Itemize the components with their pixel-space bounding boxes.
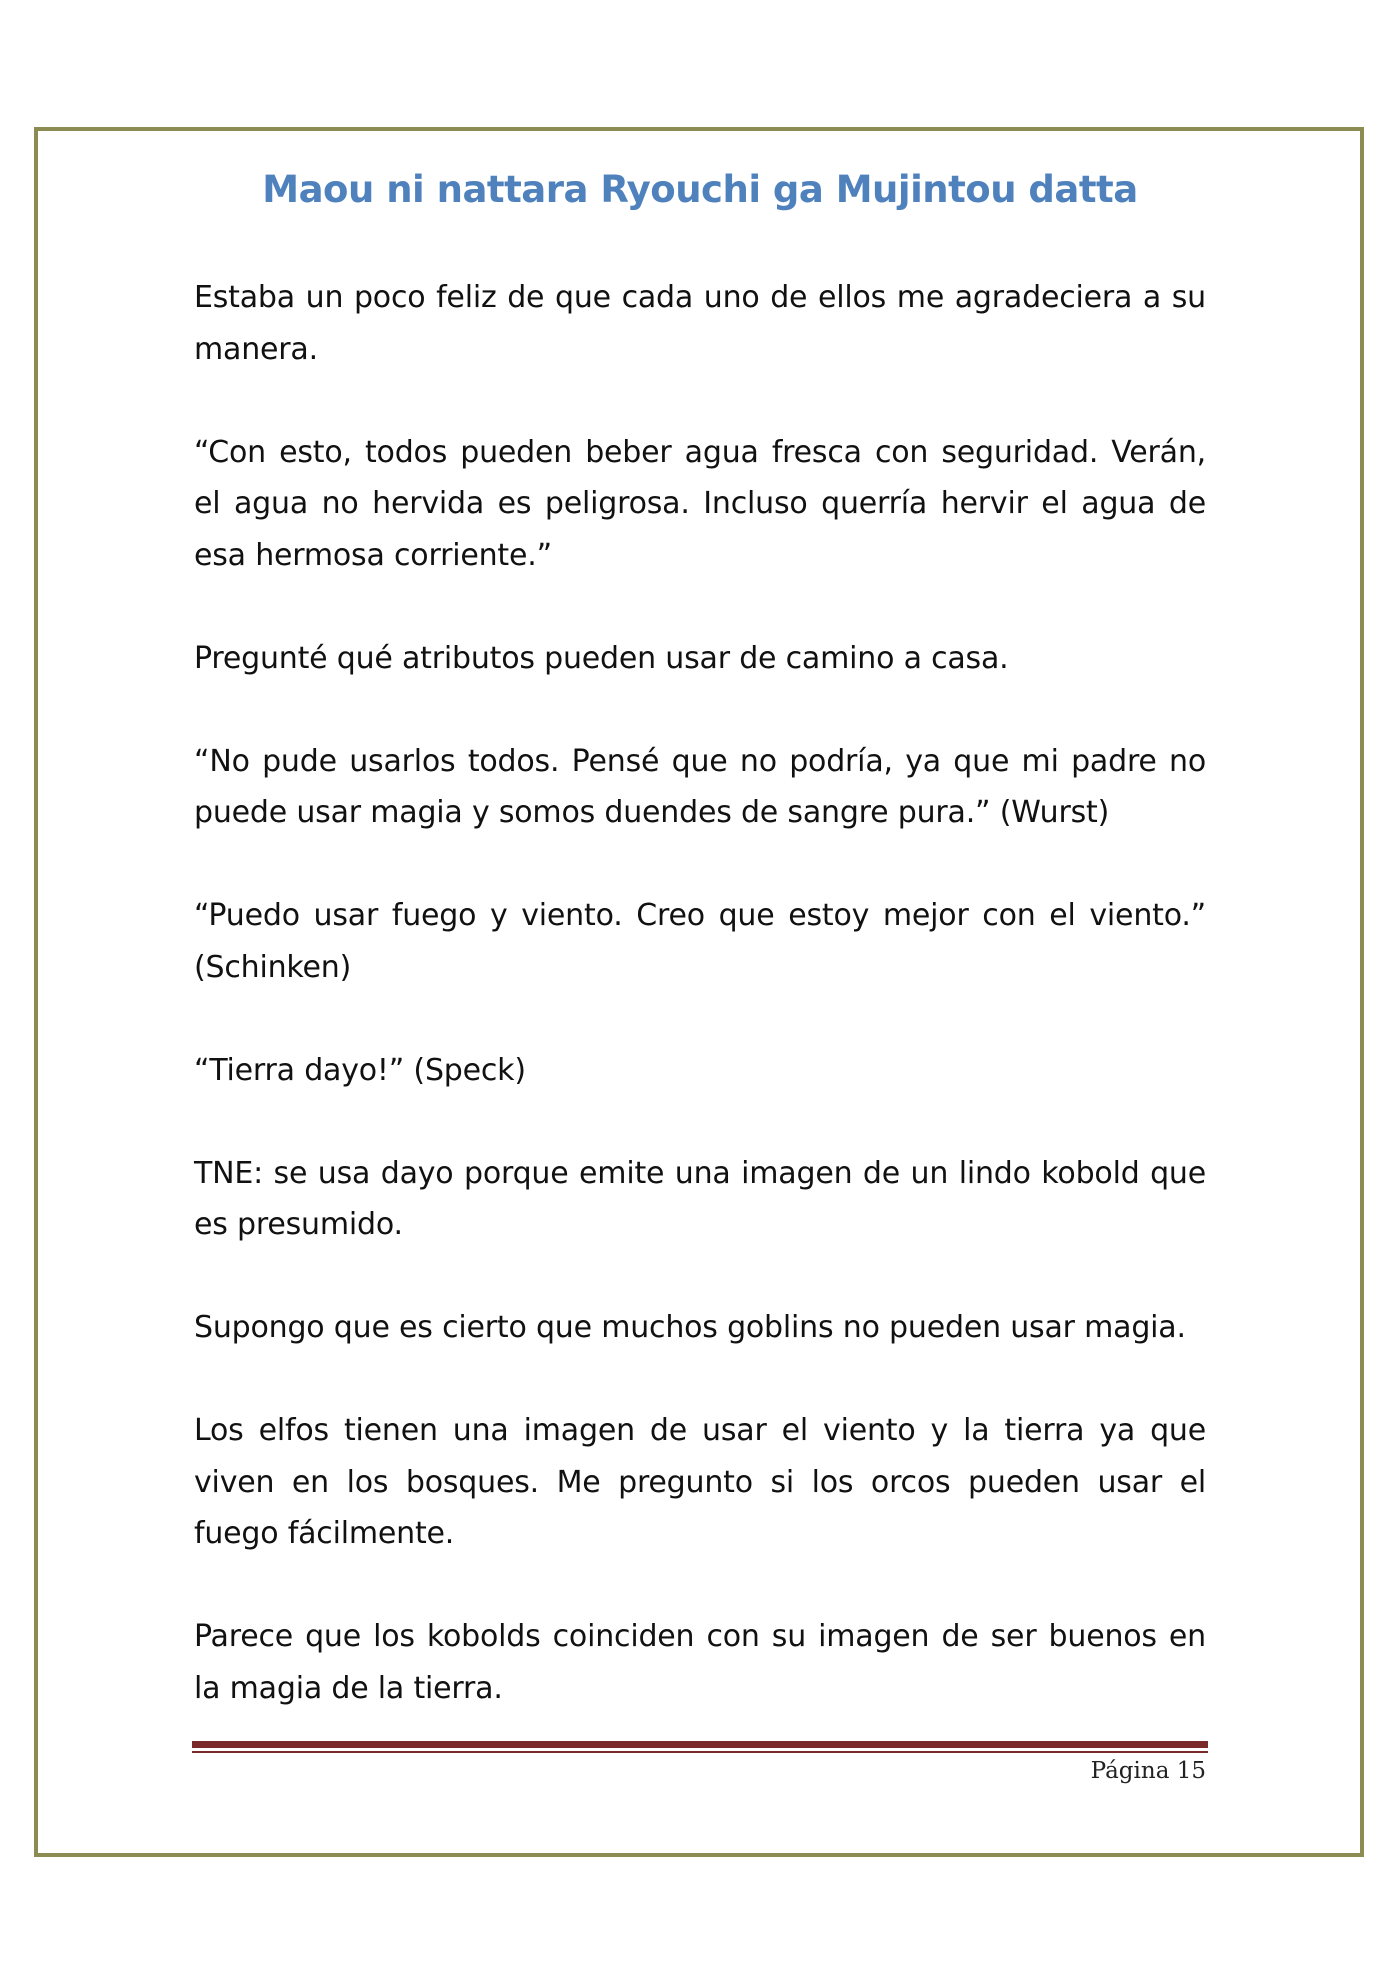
document-body [194,272,1206,1766]
paragraph: Los elfos tienen una imagen de usar el viento y la tierra ya que viven en los bosques. Me pregunto si los orcos pueden usar el fuego fácilmente. [194,1413,1206,1551]
paragraph: TNE: se usa dayo porque emite una imagen de un lindo kobold que es presumido. [194,1155,1206,1242]
paragraph: “Puedo usar fuego y viento. Creo que estoy mejor con el viento.” (Schinken) [194,898,1206,985]
document-title: Maou ni nattara Ryouchi ga Mujintou datta [262,168,1138,211]
footer-rule-thin [192,1751,1208,1753]
paragraph: Parece que los kobolds coinciden con su imagen de ser buenos en la magia de la tierra. [194,1619,1206,1706]
page-number: Página 15 [1090,1758,1206,1784]
footer-rule-thick [192,1741,1208,1748]
paragraph: Estaba un poco feliz de que cada uno de ellos me agradeciera a su manera. [194,280,1206,367]
paragraph: “Tierra dayo!” (Speck) [194,1052,526,1088]
paragraph: Pregunté qué atributos pueden usar de camino a casa. [194,640,1009,676]
paragraph: Supongo que es cierto que muchos goblins no pueden usar magia. [194,1310,1186,1345]
paragraph: “No pude usarlos todos. Pensé que no podría, ya que mi padre no puede usar magia y somos duendes de sangre pura.” (Wurst) [194,743,1206,830]
paragraph: “Con esto, todos pueden beber agua fresca con seguridad. Verán, el agua no hervida es peligrosa. Incluso querría hervir el agua de esa hermosa corriente.” [194,434,1206,573]
